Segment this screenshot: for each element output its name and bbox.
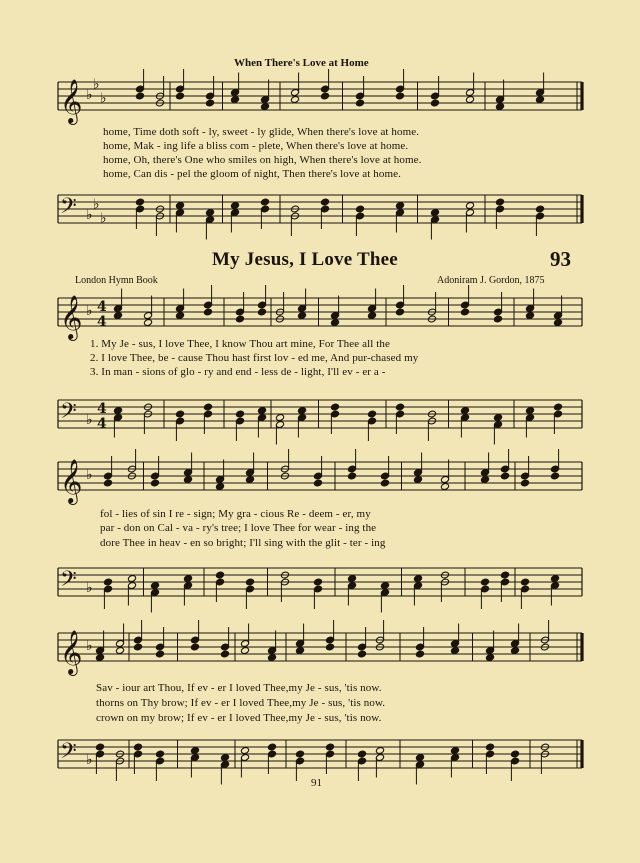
flat-icon: ♭: [93, 196, 100, 213]
time-signature-lower: 4: [97, 314, 107, 330]
flat-icon: ♭: [86, 303, 93, 319]
time-signature-upper: 4: [97, 401, 107, 417]
system2-verse-1: fol - lies of sin I re - sign; My gra - cious Re - deem - er, my: [100, 508, 371, 520]
treble-clef-icon: 𝄞: [60, 295, 83, 339]
flat-icon: ♭: [86, 87, 93, 103]
flat-icon: ♭: [86, 467, 93, 483]
system2-verse-3: dore Thee in heav - en so bright; I'll sing with the glit - ter - ing: [100, 537, 386, 549]
bass-clef-icon: 𝄢: [60, 194, 77, 224]
top-verse-1: home, Time doth soft - ly, sweet - ly glide, When there's love at home.: [103, 126, 420, 138]
flat-icon: ♭: [86, 412, 93, 428]
treble-clef-icon: 𝄞: [60, 459, 83, 503]
flat-icon: ♭: [100, 210, 107, 227]
bass-clef-icon: 𝄢: [60, 567, 77, 597]
flat-icon: ♭: [93, 76, 100, 93]
system3-verse-3: crown on my brow; If ev - er I loved Thee,my Je - sus, 'tis now.: [96, 712, 382, 724]
system3-verse-1: Sav - iour art Thou, If ev - er I loved Thee,my Je - sus, 'tis now.: [96, 682, 382, 694]
system1-verse-1: 1. My Je - sus, I love Thee, I know Thou art mine, For Thee all the: [90, 338, 390, 350]
page-number: 91: [311, 777, 322, 789]
top-verse-3: home, Oh, there's One who smiles on high, When there's love at home.: [103, 154, 422, 166]
flat-icon: ♭: [86, 207, 93, 223]
system2-verse-2: par - don on Cal - va - ry's tree; I love Thee for wear - ing the: [100, 522, 377, 534]
treble-clef-icon: 𝄞: [60, 79, 83, 123]
bass-clef-icon: 𝄢: [60, 399, 77, 429]
hymn-title: My Jesus, I Love Thee: [212, 249, 398, 270]
time-signature-upper: 4: [97, 299, 107, 315]
flat-icon: ♭: [86, 638, 93, 654]
tune-source: London Hymn Book: [75, 275, 158, 286]
flat-icon: ♭: [86, 752, 93, 768]
flat-icon: ♭: [100, 90, 107, 107]
flat-icon: ♭: [86, 580, 93, 596]
composer-credit: Adoniram J. Gordon, 1875: [437, 275, 545, 286]
system3-verse-2: thorns on Thy brow; If ev - er I loved Thee,my Je - sus, 'tis now.: [96, 697, 386, 709]
hymn-number: 93: [550, 247, 571, 271]
top-verse-2: home, Mak - ing life a bliss com - plete, When there's love at home.: [103, 140, 409, 152]
bass-clef-icon: 𝄢: [60, 739, 77, 769]
time-signature-lower: 4: [97, 416, 107, 432]
top-verse-4: home, Can dis - pel the gloom of night, Then there's love at home.: [103, 168, 401, 180]
system1-verse-2: 2. I love Thee, be - cause Thou hast first lov - ed me, And pur-chased my: [90, 352, 419, 364]
system1-verse-3: 3. In man - sions of glo - ry and end - less de - light, I'll ev - er a -: [90, 366, 386, 378]
treble-clef-icon: 𝄞: [60, 630, 83, 674]
top-tune-heading: When There's Love at Home: [234, 57, 369, 69]
